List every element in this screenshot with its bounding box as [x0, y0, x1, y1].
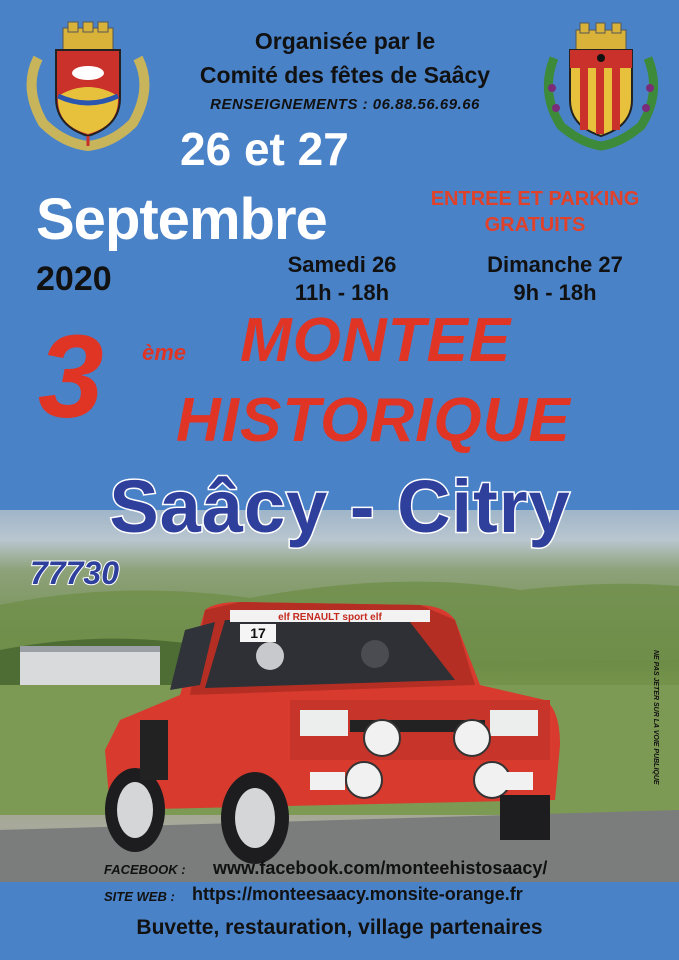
saturday-hours: 11h - 18h	[294, 280, 390, 305]
event-year: 2020	[36, 260, 112, 298]
website-label: SITE WEB :	[104, 889, 175, 904]
info-phone: RENSEIGNEMENTS : 06.88.56.69.66	[210, 96, 480, 113]
entry-notice-line-1: ENTREE ET PARKING	[430, 188, 640, 210]
crest-icon	[536, 18, 666, 153]
facebook-label: FACEBOOK :	[104, 862, 186, 877]
entry-notice-line-2: GRATUITS	[484, 214, 586, 236]
facebook-row	[0, 856, 679, 880]
side-notice	[643, 650, 663, 830]
sunday-day: Dimanche 27	[487, 252, 623, 277]
windshield-banner: elf RENAULT sport elf	[278, 612, 382, 623]
place-name: Saâcy - Citry	[109, 465, 571, 548]
edition-suffix: ème	[142, 340, 187, 365]
event-dates: 26 et 27	[180, 123, 349, 175]
event-month: Septembre	[36, 187, 327, 252]
side-notice-text: NE PAS JETER SUR LA VOIE PUBLIQUE	[652, 650, 659, 785]
sunday-hours: 9h - 18h	[513, 280, 597, 305]
title-line-2: HISTORIQUE	[176, 386, 571, 455]
title-line-1: MONTEE	[240, 306, 512, 375]
crest-icon	[18, 18, 158, 153]
footer	[0, 882, 679, 960]
saturday-day: Samedi 26	[287, 252, 397, 277]
website-link[interactable]: https://monteesaacy.monsite-orange.fr	[192, 884, 523, 904]
facebook-link[interactable]: www.facebook.com/monteehistosaacy/	[213, 858, 548, 878]
edition-number: 3	[38, 311, 104, 443]
postal-code: 77730	[30, 555, 119, 591]
organizer-line-1: Organisée par le	[254, 28, 436, 54]
organizer-line-2: Comité des fêtes de Saâcy	[199, 62, 491, 88]
race-number: 17	[250, 625, 266, 641]
amenities: Buvette, restauration, village partenaires	[136, 916, 543, 939]
